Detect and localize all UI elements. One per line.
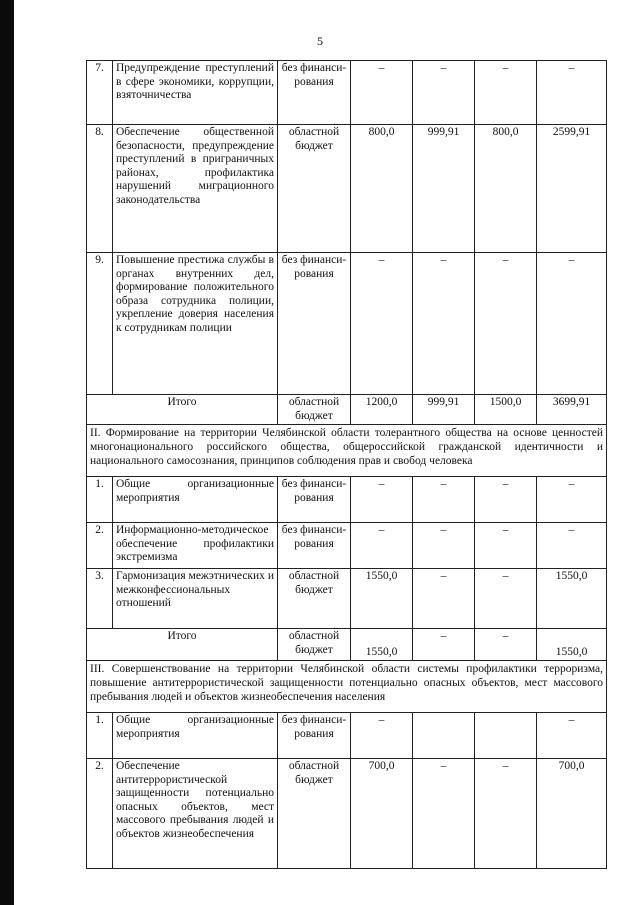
value-year-1: – [351,477,413,523]
value-total: 700,0 [537,759,607,869]
section-header-row [87,425,607,477]
total-row [87,395,607,425]
funding-source: областной бюджет [278,569,351,629]
item-number: 2. [87,523,113,569]
total-label: Итого [87,629,278,661]
item-name: Гармонизация межэтнических и межконфессиональных отношений [113,569,278,629]
value-total: – [537,713,607,759]
program-table [86,60,607,869]
funding-source: без финанси-рования [278,477,351,523]
item-number: 7. [87,61,113,125]
item-number: 1. [87,477,113,523]
value-year-2 [413,713,475,759]
item-number: 8. [87,125,113,253]
value-year-1: – [351,253,413,395]
value-year-3: – [475,477,537,523]
table-row [87,61,607,125]
table-row [87,125,607,253]
value-year-3: 800,0 [475,125,537,253]
value-year-3: – [475,253,537,395]
value-year-2: – [413,523,475,569]
value-year-2: 999,91 [413,125,475,253]
value-year-2: – [413,61,475,125]
item-name: Обеспечение общественной безопасности, предупреждение преступлений в приграничных районах, профилактика нарушений миграционного законодательства [113,125,278,253]
value-year-1: 700,0 [351,759,413,869]
value-year-1: – [351,61,413,125]
table-body [87,61,607,869]
table-row [87,569,607,629]
page-number: 5 [317,34,323,48]
value-year-3: 1500,0 [475,395,537,425]
item-number: 1. [87,713,113,759]
funding-source: без финанси-рования [278,253,351,395]
section-title: III. Совершенствование на территории Челябинской области системы профилактики терроризма, повышение антитеррористической защищенности потенциально опасных объектов, мест массового пребывания людей и объектов жизнеобеспечения населения [87,661,607,713]
value-total: – [537,477,607,523]
value-total: – [537,523,607,569]
item-name: Повышение престижа службы в органах внутренних дел, формирование положительного образа сотрудника полиции, укрепление доверия населения к сотрудникам полиции [113,253,278,395]
value-year-2: 999,91 [413,395,475,425]
table-row [87,523,607,569]
table-row [87,759,607,869]
item-name: Предупреждение преступлений в сфере экономики, коррупции, взяточничества [113,61,278,125]
total-label: Итого [87,395,278,425]
funding-source: областной бюджет [278,125,351,253]
value-year-1: 1550,0 [351,629,413,661]
funding-source: без финанси-рования [278,523,351,569]
total-row [87,629,607,661]
item-name: Обеспечение антитеррористической защищенности потенциально опасных объектов, мест массового пребывания людей и объектов жизнеобеспечения [113,759,278,869]
item-name: Информационно-методическое обеспечение профилактики экстремизма [113,523,278,569]
value-year-1: – [351,523,413,569]
value-year-3: – [475,759,537,869]
value-total: 3699,91 [537,395,607,425]
section-header-row [87,661,607,713]
item-name: Общие организационные мероприятия [113,477,278,523]
value-year-2: – [413,477,475,523]
item-number: 2. [87,759,113,869]
value-year-3: – [475,629,537,661]
value-year-3: – [475,523,537,569]
value-total: 2599,91 [537,125,607,253]
value-total: 1550,0 [537,569,607,629]
item-number: 3. [87,569,113,629]
scan-edge [0,0,14,905]
value-year-1: 1550,0 [351,569,413,629]
value-year-3: – [475,569,537,629]
value-total: – [537,253,607,395]
table-row [87,253,607,395]
value-year-3 [475,713,537,759]
table-row [87,477,607,523]
value-year-1: 1200,0 [351,395,413,425]
value-year-3: – [475,61,537,125]
item-number: 9. [87,253,113,395]
value-total: – [537,61,607,125]
funding-source: областной бюджет [278,759,351,869]
value-year-2: – [413,629,475,661]
funding-source: областной бюджет [278,629,351,661]
item-name: Общие организационные мероприятия [113,713,278,759]
funding-source: без финанси-рования [278,61,351,125]
funding-source: без финанси-рования [278,713,351,759]
funding-source: областной бюджет [278,395,351,425]
value-total: 1550,0 [537,629,607,661]
section-title: II. Формирование на территории Челябинской области толерантного общества на основе ценностей многонационального российского общества, общероссийской гражданской идентичности и национального самосознания, принципов соблюдения прав и свобод человека [87,425,607,477]
value-year-2: – [413,253,475,395]
table-row [87,713,607,759]
value-year-1: – [351,713,413,759]
value-year-2: – [413,759,475,869]
value-year-1: 800,0 [351,125,413,253]
value-year-2: – [413,569,475,629]
